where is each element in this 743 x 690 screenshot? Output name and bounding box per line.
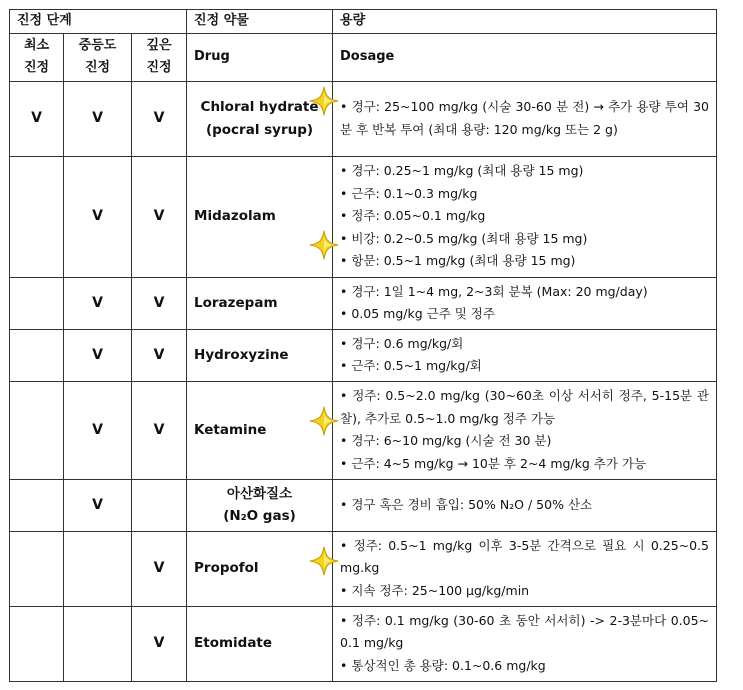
deep-sedation-header: 깊은 진정 xyxy=(132,33,187,81)
dosage-line: • 지속 정주: 25~100 µg/kg/min xyxy=(340,582,530,598)
drug-row xyxy=(10,156,717,277)
dosage-line: • 경구: 6~10 mg/kg (시술 전 30 분) xyxy=(340,433,552,448)
dosage-cell xyxy=(333,531,717,606)
mod-sedation-cell: V xyxy=(64,277,132,329)
drug-row xyxy=(10,381,717,479)
drug-name: Ketamine xyxy=(194,421,267,438)
min-sedation-cell: V xyxy=(10,81,64,156)
sparkle-icon xyxy=(309,230,339,260)
drug-row xyxy=(10,277,717,329)
sparkle-icon xyxy=(309,406,339,436)
min-sedation-cell xyxy=(10,381,64,479)
dosage-line: • 경구 혹은 경비 흡입: 50% N₂O / 50% 산소 xyxy=(340,496,593,512)
mod-sedation-cell xyxy=(64,606,132,681)
drug-name-cell xyxy=(187,479,333,531)
dosage-cell xyxy=(333,479,717,531)
header-row-2 xyxy=(10,33,717,81)
drug-row xyxy=(10,531,717,606)
minimal-sedation-header: 최소 진정 xyxy=(10,33,64,81)
mod-sedation-cell: V xyxy=(64,156,132,277)
drug-name: 아산화질소 xyxy=(226,485,293,502)
drug-row xyxy=(10,479,717,531)
min-sedation-cell xyxy=(10,606,64,681)
sparkle-icon xyxy=(309,86,339,116)
dosage-cell xyxy=(333,277,717,329)
dosage-line: • 정주: 0.5~1 mg/kg 이후 3-5분 간격으로 필요 시 0.25~0.5 mg.kg xyxy=(340,537,710,576)
drug-name-cell xyxy=(187,606,333,681)
drug-name-cell xyxy=(187,277,333,329)
drug-name: Propofol xyxy=(194,560,259,577)
mod-sedation-cell: V xyxy=(64,381,132,479)
min-sedation-cell xyxy=(10,531,64,606)
dosage-line: • 항문: 0.5~1 mg/kg (최대 용량 15 mg) xyxy=(340,253,576,269)
drug-subname: (N₂O gas) xyxy=(223,508,296,524)
deep-sedation-cell: V xyxy=(132,531,187,606)
dosage-line: • 경구: 0.6 mg/kg/회 xyxy=(340,335,464,351)
dosage-cell xyxy=(333,329,717,381)
drug-en-header: Drug xyxy=(187,33,333,81)
drug-name: Hydroxyzine xyxy=(194,346,289,363)
mod-sedation-cell: V xyxy=(64,81,132,156)
drug-subname: (pocral syrup) xyxy=(205,121,314,138)
stage-header: 진정 단계 xyxy=(10,10,187,34)
min-sedation-cell xyxy=(10,156,64,277)
dosage-cell xyxy=(333,156,717,277)
mod-sedation-cell: V xyxy=(64,329,132,381)
mod-sedation-cell: V xyxy=(64,479,132,531)
drug-ko-header: 진정 약물 xyxy=(187,10,333,34)
dosage-line: • 경구: 1일 1~4 mg, 2~3회 분복 (Max: 20 mg/day) xyxy=(340,283,648,299)
deep-sedation-cell: V xyxy=(132,81,187,156)
dosage-line: • 정주: 0.5~2.0 mg/kg (30~60초 이상 서서히 정주, 5-15분 관찰), 추가로 0.5~1.0 mg/kg 정주 가능 xyxy=(340,388,710,426)
drug-name: Chloral hydrate xyxy=(200,99,319,115)
deep-sedation-cell: V xyxy=(132,277,187,329)
dosage-ko-header: 용량 xyxy=(333,10,717,34)
mod-sedation-cell xyxy=(64,531,132,606)
dosage-line: • 0.05 mg/kg 근주 및 정주 xyxy=(340,306,495,321)
drug-row xyxy=(10,606,717,681)
dosage-en-header: Dosage xyxy=(333,33,717,81)
sparkle-icon xyxy=(309,546,339,576)
dosage-cell xyxy=(333,606,717,681)
dosage-cell xyxy=(333,381,717,479)
drug-row xyxy=(10,329,717,381)
dosage-line: • 근주: 0.5~1 mg/kg/회 xyxy=(340,358,482,373)
deep-sedation-cell: V xyxy=(132,606,187,681)
deep-sedation-cell: V xyxy=(132,329,187,381)
deep-sedation-cell: V xyxy=(132,156,187,277)
deep-sedation-cell xyxy=(132,479,187,531)
dosage-line: • 경구: 25~100 mg/kg (시술 30-60 분 전) → 추가 용량 투여 30분 후 반복 투여 (최대 용량: 120 mg/kg 또는 2 g) xyxy=(340,99,710,137)
drug-row xyxy=(10,81,717,156)
deep-sedation-cell: V xyxy=(132,381,187,479)
moderate-sedation-header: 중등도 진정 xyxy=(64,33,132,81)
dosage-line: • 경구: 0.25~1 mg/kg (최대 용량 15 mg) xyxy=(340,163,584,179)
dosage-line: • 근주: 4~5 mg/kg → 10분 후 2~4 mg/kg 추가 가능 xyxy=(340,455,647,471)
dosage-line: • 정주: 0.1 mg/kg (30-60 초 동안 서서히) -> 2-3분마다 0.05~ 0.1 mg/kg xyxy=(340,612,710,651)
dosage-line: • 비강: 0.2~0.5 mg/kg (최대 용량 15 mg) xyxy=(340,230,588,246)
header-row-1 xyxy=(10,10,717,34)
drug-name-cell xyxy=(187,329,333,381)
dosage-line: • 통상적인 총 용량: 0.1~0.6 mg/kg xyxy=(340,657,546,673)
dosage-line: • 정주: 0.05~0.1 mg/kg xyxy=(340,208,486,224)
drug-name: Midazolam xyxy=(194,208,276,225)
sedation-drug-table xyxy=(9,9,717,682)
dosage-line: • 근주: 0.1~0.3 mg/kg xyxy=(340,185,478,201)
min-sedation-cell xyxy=(10,329,64,381)
min-sedation-cell xyxy=(10,277,64,329)
dosage-cell xyxy=(333,81,717,156)
drug-name: Etomidate xyxy=(194,635,273,652)
min-sedation-cell xyxy=(10,479,64,531)
drug-name: Lorazepam xyxy=(194,294,278,311)
